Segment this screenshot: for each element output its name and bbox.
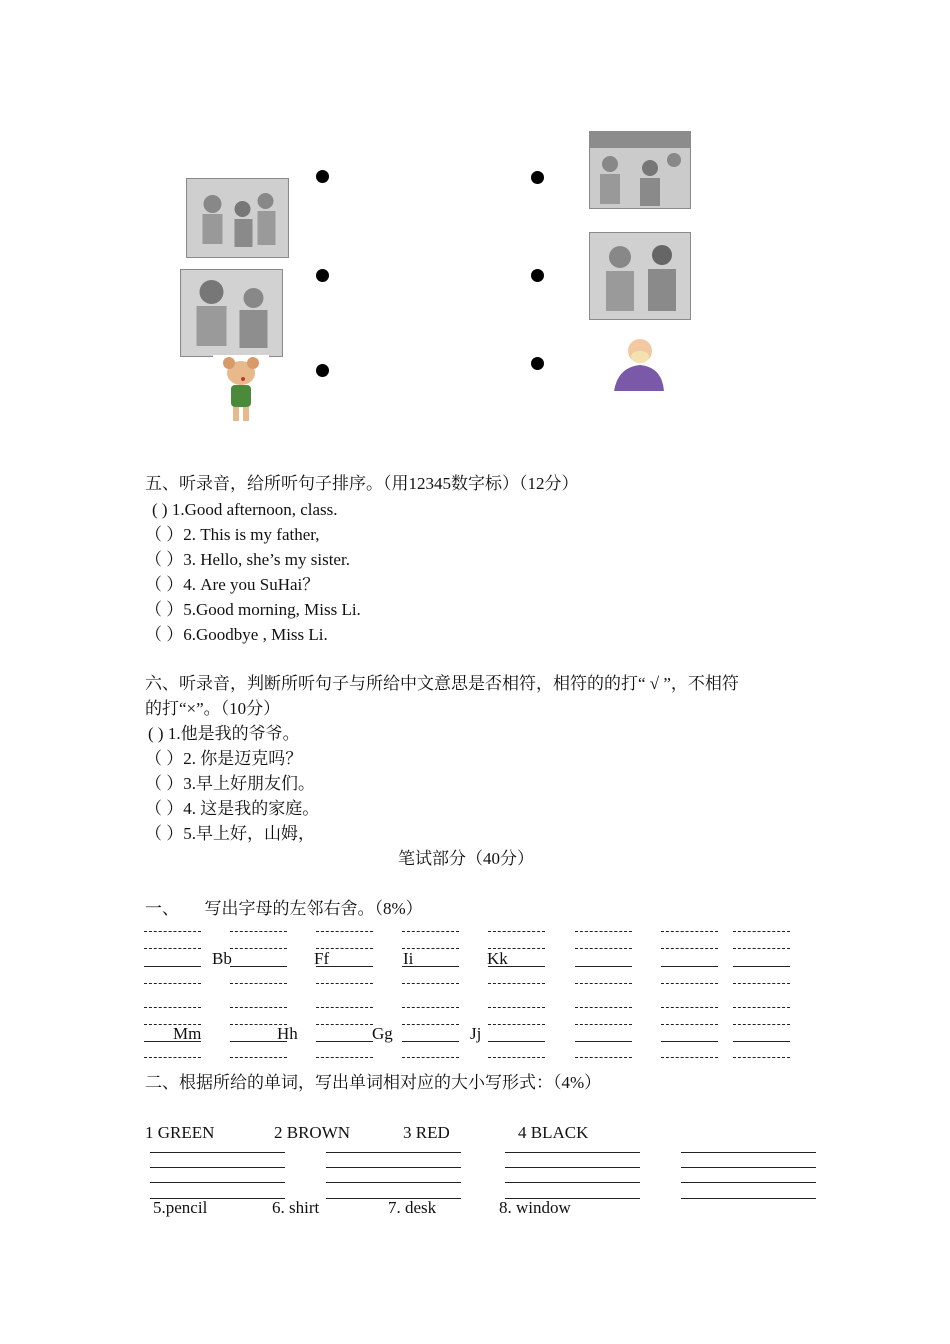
grid-answer-line[interactable] xyxy=(488,1041,545,1042)
grid-dashed-line xyxy=(575,1024,632,1025)
grid-dashed-line xyxy=(661,1007,718,1008)
match-dot-right-3[interactable] xyxy=(531,357,544,370)
picture-family-group xyxy=(186,178,289,258)
grid-dashed-line xyxy=(144,1007,201,1008)
word-black: 4 BLACK xyxy=(518,1123,589,1142)
letter-mm: Mm xyxy=(173,1024,202,1043)
letter-ii: Ii xyxy=(403,949,414,968)
grid-answer-line[interactable] xyxy=(230,966,287,967)
word-green: 1 GREEN xyxy=(145,1123,215,1142)
word-answer-line[interactable] xyxy=(150,1198,285,1199)
section6-title-line2: 的打“×”。（10分） xyxy=(145,699,281,718)
section6-item-4: （ ）4. 这是我的家庭。 xyxy=(145,799,320,818)
section5-item-5: （ ）5.Good morning, Miss Li. xyxy=(145,600,361,619)
section6-item-1: ( ) 1.他是我的爷爷。 xyxy=(148,724,300,743)
grid-dashed-line xyxy=(488,1057,545,1058)
grid-dashed-line xyxy=(488,931,545,932)
grid-dashed-line xyxy=(144,1057,201,1058)
section6-title-line1: 六、听录音，判断所听句子与所给中文意思是否相符，相符的的打“ √ ”，不相符 xyxy=(145,674,739,693)
match-dot-right-1[interactable] xyxy=(531,171,544,184)
picture-grandpa-cartoon xyxy=(606,333,666,393)
grid-dashed-line xyxy=(575,983,632,984)
section5-title: 五、听录音，给所听句子排序。（用12345数字标）（12分） xyxy=(145,474,579,493)
grid-answer-line[interactable] xyxy=(661,966,718,967)
grid-dashed-line xyxy=(733,1024,790,1025)
grid-dashed-line xyxy=(488,1007,545,1008)
grid-dashed-line xyxy=(661,983,718,984)
word-answer-line[interactable] xyxy=(326,1152,461,1153)
picture-greeting-pair xyxy=(589,232,691,320)
grid-dashed-line xyxy=(144,931,201,932)
grid-dashed-line xyxy=(230,1057,287,1058)
word-answer-line[interactable] xyxy=(150,1167,285,1168)
word-answer-line[interactable] xyxy=(505,1198,640,1199)
grid-answer-line[interactable] xyxy=(575,1041,632,1042)
grid-dashed-line xyxy=(733,1007,790,1008)
written-section-heading: 笔试部分（40分） xyxy=(398,849,534,868)
section6-item-2: （ ）2. 你是迈克吗？ xyxy=(145,749,303,768)
grid-dashed-line xyxy=(661,948,718,949)
grid-dashed-line xyxy=(733,948,790,949)
grid-dashed-line xyxy=(575,1057,632,1058)
grid-dashed-line xyxy=(316,1057,373,1058)
grid-dashed-line xyxy=(661,1057,718,1058)
section5-item-1: ( ) 1.Good afternoon, class. xyxy=(152,500,338,519)
grid-dashed-line xyxy=(230,931,287,932)
section6-item-5: （ ）5.早上好，山姆， xyxy=(145,824,315,843)
picture-mouse-cartoon xyxy=(213,355,269,425)
letter-kk: Kk xyxy=(487,949,508,968)
word-answer-line[interactable] xyxy=(150,1152,285,1153)
grid-dashed-line xyxy=(402,1007,459,1008)
picture-cinema-scene xyxy=(589,131,691,209)
word-answer-line[interactable] xyxy=(326,1198,461,1199)
match-dot-left-1[interactable] xyxy=(316,170,329,183)
letter-jj: Jj xyxy=(470,1024,482,1043)
grid-dashed-line xyxy=(230,983,287,984)
word-answer-line[interactable] xyxy=(505,1182,640,1183)
word-answer-line[interactable] xyxy=(681,1152,816,1153)
word-answer-line[interactable] xyxy=(505,1152,640,1153)
word-answer-line[interactable] xyxy=(150,1182,285,1183)
grid-dashed-line xyxy=(316,931,373,932)
word-desk: 7. desk xyxy=(388,1198,437,1217)
grid-dashed-line xyxy=(402,983,459,984)
word-answer-line[interactable] xyxy=(326,1182,461,1183)
grid-answer-line[interactable] xyxy=(733,966,790,967)
grid-dashed-line xyxy=(575,948,632,949)
grid-answer-line[interactable] xyxy=(733,1041,790,1042)
letter-gg: Gg xyxy=(372,1024,393,1043)
grid-dashed-line xyxy=(316,983,373,984)
picture-two-people xyxy=(180,269,283,357)
match-dot-left-3[interactable] xyxy=(316,364,329,377)
grid-dashed-line xyxy=(230,948,287,949)
word-answer-line[interactable] xyxy=(326,1167,461,1168)
word-pencil: 5.pencil xyxy=(153,1198,208,1217)
grid-dashed-line xyxy=(402,1024,459,1025)
grid-dashed-line xyxy=(661,931,718,932)
grid-dashed-line xyxy=(402,1057,459,1058)
grid-dashed-line xyxy=(316,1024,373,1025)
word-answer-line[interactable] xyxy=(681,1167,816,1168)
word-window: 8. window xyxy=(499,1198,571,1217)
grid-dashed-line xyxy=(661,1024,718,1025)
grid-dashed-line xyxy=(733,931,790,932)
grid-answer-line[interactable] xyxy=(402,1041,459,1042)
match-dot-right-2[interactable] xyxy=(531,269,544,282)
letter-bb: Bb xyxy=(212,949,232,968)
letter-hh: Hh xyxy=(277,1024,298,1043)
section5-item-3: （ ）3. Hello, she’s my sister. xyxy=(145,550,350,569)
grid-dashed-line xyxy=(316,1007,373,1008)
section5-item-2: （ ）2. This is my father, xyxy=(145,525,320,544)
grid-dashed-line xyxy=(733,983,790,984)
part1-title: 一、 写出字母的左邻右舍。（8%） xyxy=(145,899,423,918)
grid-dashed-line xyxy=(230,1007,287,1008)
word-red: 3 RED xyxy=(403,1123,450,1142)
word-brown: 2 BROWN xyxy=(274,1123,351,1142)
grid-dashed-line xyxy=(575,1007,632,1008)
word-answer-line[interactable] xyxy=(505,1167,640,1168)
word-answer-line[interactable] xyxy=(681,1198,816,1199)
section5-item-6: （ ）6.Goodbye , Miss Li. xyxy=(145,625,328,644)
grid-answer-line[interactable] xyxy=(575,966,632,967)
grid-dashed-line xyxy=(144,983,201,984)
word-shirt: 6. shirt xyxy=(272,1198,320,1217)
grid-dashed-line xyxy=(488,1024,545,1025)
section5-item-4: （ ）4. Are you SuHai？ xyxy=(145,575,320,594)
grid-answer-line[interactable] xyxy=(316,1041,373,1042)
match-dot-left-2[interactable] xyxy=(316,269,329,282)
grid-dashed-line xyxy=(144,948,201,949)
word-answer-line[interactable] xyxy=(681,1182,816,1183)
letter-ff: Ff xyxy=(314,949,330,968)
grid-dashed-line xyxy=(733,1057,790,1058)
section6-item-3: （ ）3.早上好朋友们。 xyxy=(145,774,315,793)
grid-dashed-line xyxy=(575,931,632,932)
grid-dashed-line xyxy=(402,931,459,932)
grid-answer-line[interactable] xyxy=(661,1041,718,1042)
grid-dashed-line xyxy=(488,983,545,984)
grid-answer-line[interactable] xyxy=(144,966,201,967)
part2-title: 二、根据所给的单词，写出单词相对应的大小写形式：（4%） xyxy=(145,1073,602,1092)
